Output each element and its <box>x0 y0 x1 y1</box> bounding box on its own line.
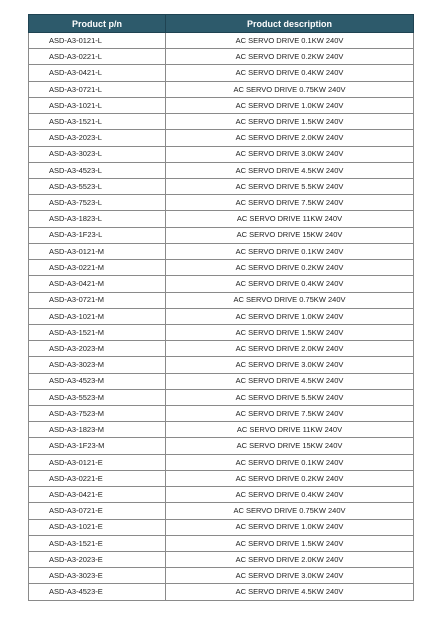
product-pn-cell: ASD-A3-2023-M <box>29 341 166 357</box>
table-row <box>29 487 414 503</box>
product-pn-cell: ASD-A3-1521-E <box>29 535 166 551</box>
product-pn-cell: ASD-A3-5523-M <box>29 389 166 405</box>
product-description-cell: AC SERVO DRIVE 1.0KW 240V <box>166 308 414 324</box>
table-row <box>29 33 414 49</box>
product-description-cell: AC SERVO DRIVE 4.5KW 240V <box>166 584 414 600</box>
table-row <box>29 324 414 340</box>
product-description-cell: AC SERVO DRIVE 0.2KW 240V <box>166 260 414 276</box>
product-pn-cell: ASD-A3-0421-M <box>29 276 166 292</box>
product-description-cell: AC SERVO DRIVE 2.0KW 240V <box>166 130 414 146</box>
product-description-cell: AC SERVO DRIVE 5.5KW 240V <box>166 389 414 405</box>
product-description-cell: AC SERVO DRIVE 2.0KW 240V <box>166 341 414 357</box>
product-pn-cell: ASD-A3-0221-M <box>29 260 166 276</box>
header-product-pn: Product p/n <box>29 15 166 33</box>
product-description-cell: AC SERVO DRIVE 0.4KW 240V <box>166 276 414 292</box>
product-pn-cell: ASD-A3-2023-L <box>29 130 166 146</box>
product-description-cell: AC SERVO DRIVE 0.4KW 240V <box>166 487 414 503</box>
product-description-cell: AC SERVO DRIVE 15KW 240V <box>166 227 414 243</box>
product-description-cell: AC SERVO DRIVE 0.2KW 240V <box>166 49 414 65</box>
table-row <box>29 308 414 324</box>
product-description-cell: AC SERVO DRIVE 1.0KW 240V <box>166 97 414 113</box>
product-pn-cell: ASD-A3-0121-L <box>29 33 166 49</box>
product-pn-cell: ASD-A3-0221-L <box>29 49 166 65</box>
product-pn-cell: ASD-A3-1021-L <box>29 97 166 113</box>
table-row <box>29 568 414 584</box>
product-description-cell: AC SERVO DRIVE 1.5KW 240V <box>166 535 414 551</box>
table-row <box>29 552 414 568</box>
product-description-cell: AC SERVO DRIVE 0.1KW 240V <box>166 33 414 49</box>
product-description-cell: AC SERVO DRIVE 7.5KW 240V <box>166 195 414 211</box>
product-pn-cell: ASD-A3-1823-L <box>29 211 166 227</box>
product-pn-cell: ASD-A3-3023-L <box>29 146 166 162</box>
product-description-cell: AC SERVO DRIVE 0.1KW 240V <box>166 454 414 470</box>
table-row <box>29 406 414 422</box>
product-pn-cell: ASD-A3-4523-L <box>29 162 166 178</box>
product-pn-cell: ASD-A3-0121-E <box>29 454 166 470</box>
product-description-cell: AC SERVO DRIVE 0.75KW 240V <box>166 292 414 308</box>
product-description-cell: AC SERVO DRIVE 1.5KW 240V <box>166 324 414 340</box>
product-description-cell: AC SERVO DRIVE 0.1KW 240V <box>166 243 414 259</box>
table-row <box>29 454 414 470</box>
table-row <box>29 227 414 243</box>
product-description-cell: AC SERVO DRIVE 7.5KW 240V <box>166 406 414 422</box>
product-pn-cell: ASD-A3-7523-L <box>29 195 166 211</box>
product-pn-cell: ASD-A3-1521-L <box>29 114 166 130</box>
table-row <box>29 195 414 211</box>
product-description-cell: AC SERVO DRIVE 3.0KW 240V <box>166 146 414 162</box>
product-pn-cell: ASD-A3-2023-E <box>29 552 166 568</box>
table-row <box>29 65 414 81</box>
table-row <box>29 438 414 454</box>
table-row <box>29 260 414 276</box>
product-description-cell: AC SERVO DRIVE 3.0KW 240V <box>166 568 414 584</box>
product-pn-cell: ASD-A3-3023-E <box>29 568 166 584</box>
product-description-cell: AC SERVO DRIVE 0.75KW 240V <box>166 81 414 97</box>
product-pn-cell: ASD-A3-0121-M <box>29 243 166 259</box>
product-pn-cell: ASD-A3-1F23-M <box>29 438 166 454</box>
table-row <box>29 584 414 600</box>
product-pn-cell: ASD-A3-7523-M <box>29 406 166 422</box>
product-pn-cell: ASD-A3-0221-E <box>29 470 166 486</box>
product-table <box>28 14 414 601</box>
table-row <box>29 389 414 405</box>
product-pn-cell: ASD-A3-1F23-L <box>29 227 166 243</box>
table-row <box>29 162 414 178</box>
product-pn-cell: ASD-A3-5523-L <box>29 178 166 194</box>
table-row <box>29 357 414 373</box>
table-row <box>29 292 414 308</box>
header-product-description: Product description <box>166 15 414 33</box>
product-description-cell: AC SERVO DRIVE 2.0KW 240V <box>166 552 414 568</box>
table-body <box>29 33 414 601</box>
product-description-cell: AC SERVO DRIVE 3.0KW 240V <box>166 357 414 373</box>
table-row <box>29 97 414 113</box>
table-row <box>29 49 414 65</box>
product-pn-cell: ASD-A3-0721-E <box>29 503 166 519</box>
table-row <box>29 422 414 438</box>
table-row <box>29 276 414 292</box>
table-row <box>29 114 414 130</box>
product-pn-cell: ASD-A3-0721-M <box>29 292 166 308</box>
product-pn-cell: ASD-A3-4523-E <box>29 584 166 600</box>
table-row <box>29 373 414 389</box>
product-pn-cell: ASD-A3-4523-M <box>29 373 166 389</box>
table-header <box>29 15 414 33</box>
table-row <box>29 470 414 486</box>
product-pn-cell: ASD-A3-3023-M <box>29 357 166 373</box>
product-pn-cell: ASD-A3-1021-M <box>29 308 166 324</box>
table-row <box>29 211 414 227</box>
table-row <box>29 519 414 535</box>
table-row <box>29 81 414 97</box>
product-description-cell: AC SERVO DRIVE 0.4KW 240V <box>166 65 414 81</box>
product-pn-cell: ASD-A3-1021-E <box>29 519 166 535</box>
product-pn-cell: ASD-A3-0421-L <box>29 65 166 81</box>
product-description-cell: AC SERVO DRIVE 15KW 240V <box>166 438 414 454</box>
table-row <box>29 178 414 194</box>
product-pn-cell: ASD-A3-1521-M <box>29 324 166 340</box>
table-row <box>29 535 414 551</box>
product-description-cell: AC SERVO DRIVE 1.0KW 240V <box>166 519 414 535</box>
table-row <box>29 503 414 519</box>
table-row <box>29 243 414 259</box>
product-description-cell: AC SERVO DRIVE 11KW 240V <box>166 211 414 227</box>
product-description-cell: AC SERVO DRIVE 0.75KW 240V <box>166 503 414 519</box>
product-pn-cell: ASD-A3-0421-E <box>29 487 166 503</box>
product-description-cell: AC SERVO DRIVE 1.5KW 240V <box>166 114 414 130</box>
product-description-cell: AC SERVO DRIVE 4.5KW 240V <box>166 162 414 178</box>
product-description-cell: AC SERVO DRIVE 4.5KW 240V <box>166 373 414 389</box>
product-pn-cell: ASD-A3-1823-M <box>29 422 166 438</box>
table-row <box>29 341 414 357</box>
product-pn-cell: ASD-A3-0721-L <box>29 81 166 97</box>
product-description-cell: AC SERVO DRIVE 0.2KW 240V <box>166 470 414 486</box>
product-description-cell: AC SERVO DRIVE 5.5KW 240V <box>166 178 414 194</box>
table-row <box>29 130 414 146</box>
table-row <box>29 146 414 162</box>
product-description-cell: AC SERVO DRIVE 11KW 240V <box>166 422 414 438</box>
header-row <box>29 15 414 33</box>
